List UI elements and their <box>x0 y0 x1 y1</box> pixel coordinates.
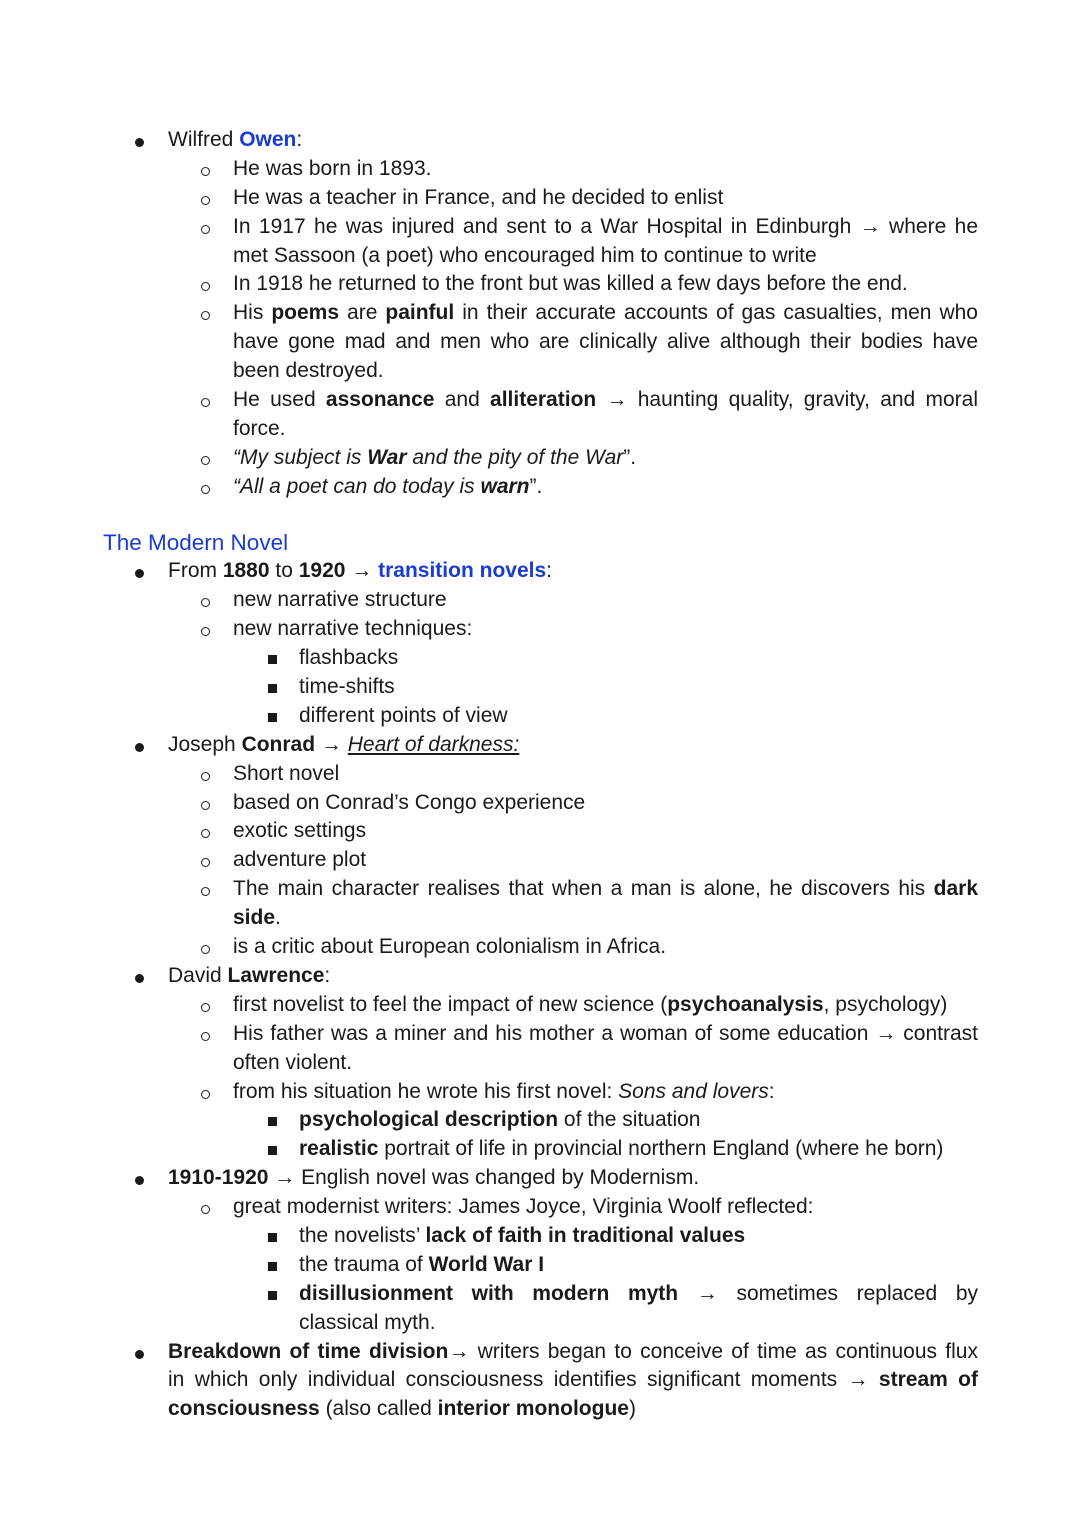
text: have gone mad and men who are clinically alive although their bodies have <box>233 330 978 354</box>
bullet-circle <box>201 801 210 810</box>
modernism-item <box>0 1164 1080 1193</box>
owen-quote-2 <box>0 473 1080 502</box>
bullet-circle <box>201 225 210 234</box>
section-heading: The Modern Novel <box>103 529 289 555</box>
text: are <box>339 301 386 325</box>
bullet-circle <box>201 887 210 896</box>
text: → haunting quality, gravity, and moral <box>596 388 978 412</box>
bullet-square <box>268 1117 277 1126</box>
bold-text: side <box>233 906 276 930</box>
lawrence-realistic <box>0 1135 1080 1164</box>
text: → writers began to conceive of time as continuous flux <box>448 1339 978 1363</box>
text: : <box>324 963 331 987</box>
bold-text: alliteration <box>490 388 597 412</box>
lawrence-father-2 <box>0 1049 1080 1078</box>
bullet-circle <box>201 1090 210 1099</box>
text: new narrative techniques: <box>233 617 473 641</box>
owen-heading <box>0 126 1080 155</box>
text: based on Conrad’s Congo experience <box>233 790 586 814</box>
lawrence-situation <box>0 1078 1080 1107</box>
conrad-realises-2 <box>0 904 1080 933</box>
lawrence-item <box>0 962 1080 991</box>
technique-item <box>0 644 1080 673</box>
bold-text: painful <box>385 301 455 325</box>
text: From <box>168 559 223 583</box>
bullet-square <box>268 684 277 693</box>
text: force. <box>233 416 286 440</box>
modernism-disillusion-2 <box>0 1309 1080 1338</box>
conrad-subitem <box>0 846 1080 875</box>
text: to <box>269 559 299 583</box>
bold-text: disillusionment with modern myth <box>299 1281 679 1305</box>
transition-subitem <box>0 615 1080 644</box>
text: “All a poet can do today is <box>233 474 481 498</box>
text: (also called <box>319 1397 438 1421</box>
text: first novelist to feel the impact of new science ( <box>233 992 668 1016</box>
text: time-shifts <box>299 675 395 699</box>
bold-text: War <box>367 445 407 469</box>
text: ”. <box>623 445 637 469</box>
owen-injured-1 <box>0 213 978 242</box>
highlight-text: transition novels <box>378 559 547 583</box>
conrad-realises-1 <box>0 875 978 904</box>
bullet-dot <box>135 743 144 752</box>
breakdown-2 <box>0 1366 978 1395</box>
text: → sometimes replaced by <box>678 1281 978 1305</box>
text: ”. <box>529 474 543 498</box>
text: in their accurate accounts of gas casualties, men who <box>454 301 978 325</box>
text: in which only individual consciousness identifies significant moments → <box>168 1368 879 1392</box>
technique-item <box>0 673 1080 702</box>
text: → <box>345 559 379 583</box>
bold-text: Lawrence <box>227 963 325 987</box>
bold-text: psychological description <box>299 1108 559 1132</box>
conrad-subitem <box>0 817 1080 846</box>
notes-page <box>0 126 1080 1424</box>
bullet-square <box>268 1146 277 1155</box>
owen-last-name: Owen <box>239 128 297 151</box>
text: new narrative structure <box>233 588 447 612</box>
text: His <box>233 301 272 325</box>
text: adventure plot <box>233 848 367 872</box>
bold-text: Breakdown of time division <box>168 1339 449 1363</box>
bullet-square <box>268 1262 277 1271</box>
modernism-trauma <box>0 1251 1080 1280</box>
text: . <box>275 906 281 930</box>
text: , psychology) <box>823 992 948 1016</box>
text: of the situation <box>558 1108 701 1132</box>
bullet-circle <box>201 196 210 205</box>
bullet-circle <box>201 1032 210 1041</box>
bold-text: psychoanalysis <box>667 992 824 1016</box>
bullet-circle <box>201 772 210 781</box>
text: and the pity of the War <box>406 445 624 469</box>
owen-born-text: He was born in 1893. <box>233 156 432 180</box>
owen-returned <box>0 270 1080 299</box>
text: often violent. <box>233 1050 353 1074</box>
owen-colon: : <box>296 128 303 151</box>
owen-injured-text-1: In 1917 he was injured and sent to a War Hospital in Edinburgh → where he <box>233 214 978 238</box>
owen-returned-text: In 1918 he returned to the front but was killed a few days before the end. <box>233 272 908 296</box>
text: flashbacks <box>299 646 399 670</box>
text: been destroyed. <box>233 359 384 383</box>
bold-text: World War I <box>428 1252 545 1276</box>
bullet-circle <box>201 598 210 607</box>
bullet-circle <box>201 311 210 320</box>
text: from his situation he wrote his first novel: <box>233 1079 619 1103</box>
owen-teacher-text: He was a teacher in France, and he decided to enlist <box>233 185 724 209</box>
bullet-circle <box>201 167 210 176</box>
bold-text: lack of faith in traditional values <box>425 1223 746 1247</box>
bold-text: 1910-1920 <box>168 1166 269 1190</box>
bullet-circle <box>201 1205 210 1214</box>
owen-poems-1 <box>0 299 978 328</box>
text: the novelists’ <box>299 1223 426 1247</box>
bullet-dot <box>135 974 144 983</box>
text: exotic settings <box>233 819 367 843</box>
conrad-subitem <box>0 760 1080 789</box>
text: classical myth. <box>299 1310 436 1334</box>
text: : <box>768 1079 775 1103</box>
text: → <box>315 732 348 756</box>
bold-text: consciousness <box>168 1397 320 1421</box>
technique-item <box>0 702 1080 731</box>
text: : <box>546 559 552 583</box>
bullet-dot <box>135 1176 144 1185</box>
text: ) <box>628 1397 636 1421</box>
text: the trauma of <box>299 1252 429 1276</box>
text: The main character realises that when a man is alone, he discovers his <box>233 877 934 901</box>
breakdown-3 <box>0 1395 1080 1424</box>
bold-text: dark <box>933 877 978 901</box>
bold-text: stream of <box>878 1368 978 1392</box>
bullet-square <box>268 655 277 664</box>
text: His father was a miner and his mother a woman of some education → contrast <box>233 1021 978 1045</box>
owen-injured-2 <box>0 242 1080 271</box>
owen-quote-1 <box>0 444 1080 473</box>
owen-poems-2 <box>0 328 978 357</box>
conrad-critic <box>0 933 1080 962</box>
book-title: Sons and lovers <box>618 1079 769 1103</box>
bold-text: poems <box>271 301 340 325</box>
text: He used <box>233 388 326 412</box>
text: portrait of life in provincial northern England (where he born) <box>378 1137 944 1161</box>
bold-text: realistic <box>299 1137 379 1161</box>
bullet-dot <box>135 1350 144 1359</box>
text: Joseph <box>168 732 242 756</box>
owen-used-2 <box>0 415 1080 444</box>
text: “My subject is <box>233 445 368 469</box>
bold-text: 1920 <box>298 559 346 583</box>
lawrence-psych <box>0 1106 1080 1135</box>
bold-text: interior monologue <box>437 1397 629 1421</box>
lawrence-father-1 <box>0 1020 978 1049</box>
bullet-circle <box>201 627 210 636</box>
text: → English novel was changed by Modernism. <box>268 1166 700 1190</box>
conrad-subitem <box>0 789 1080 818</box>
bold-text: Conrad <box>241 732 316 756</box>
bullet-circle <box>201 398 210 407</box>
text: Short novel <box>233 761 340 785</box>
bullet-circle <box>201 829 210 838</box>
owen-poems-3 <box>0 357 1080 386</box>
text: great modernist writers: James Joyce, Virginia Woolf reflected: <box>233 1195 814 1219</box>
modernism-faith <box>0 1222 1080 1251</box>
transition-item <box>0 557 1080 586</box>
bold-text: warn <box>480 474 530 498</box>
bullet-circle <box>201 1003 210 1012</box>
bullet-square <box>268 1291 277 1300</box>
breakdown-1 <box>0 1338 978 1367</box>
lawrence-first <box>0 991 1080 1020</box>
bold-text: 1880 <box>222 559 270 583</box>
book-title: Heart of darkness: <box>347 732 520 756</box>
owen-teacher <box>0 184 1080 213</box>
text: is a critic about European colonialism in Africa. <box>233 935 667 959</box>
bullet-circle <box>201 282 210 291</box>
bold-text: assonance <box>325 388 435 412</box>
owen-injured-text-2: met Sassoon (a poet) who encouraged him to continue to write <box>233 243 817 267</box>
modernism-great <box>0 1193 1080 1222</box>
bullet-circle <box>201 485 210 494</box>
bullet-circle <box>201 945 210 954</box>
text: different points of view <box>299 703 508 727</box>
owen-used-1 <box>0 386 978 415</box>
text: David <box>168 963 228 987</box>
bullet-circle <box>201 456 210 465</box>
conrad-item <box>0 731 1080 760</box>
owen-born <box>0 155 1080 184</box>
modernism-disillusion-1 <box>0 1280 978 1309</box>
bullet-square <box>268 1233 277 1242</box>
text: and <box>434 388 491 412</box>
bullet-circle <box>201 858 210 867</box>
bullet-dot <box>135 138 144 147</box>
bullet-square <box>268 713 277 722</box>
transition-subitem <box>0 586 1080 615</box>
owen-first-name: Wilfred <box>168 128 240 151</box>
bullet-dot <box>135 569 144 578</box>
